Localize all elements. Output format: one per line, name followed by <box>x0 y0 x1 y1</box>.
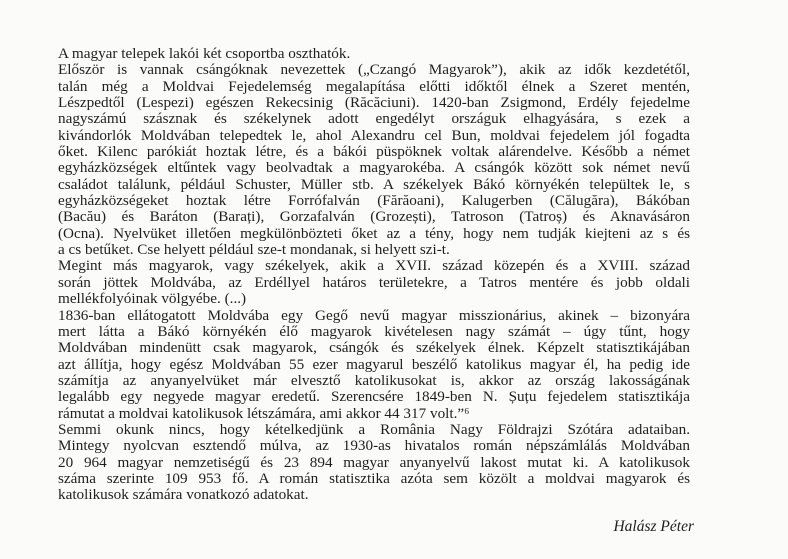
text-line: Semmi okunk nincs, hogy kételkedjünk a România Nagy Földrajzi Szótára adataiban. <box>58 420 690 438</box>
text-line: mellékfolyóinak völgyébe. (...) <box>58 290 247 308</box>
text-line: során jöttek Moldvába, az Erdéllyel határos területekre, a Tatros mentére és jobb oldali <box>58 273 690 291</box>
text-line: Mintegy nyolcvan esztendő múlva, az 1930-as hivatalos román népszámlálás Moldvában <box>58 437 690 455</box>
author-signature: Halász Péter <box>613 518 694 535</box>
text-line: azt állítja, hogy egész Moldvában 55 ezer magyarul beszélő katolikus magyar él, ha pedig ide <box>58 355 690 373</box>
text-line: legalább egy negyede magyar eredetű. Szerencsére 1849-ben N. Șuțu fejedelem statisztikája <box>58 388 690 406</box>
text-line: kivándorlók Moldvában telepedtek le, ahol Alexandru cel Bun, moldvai fejedelem jól fogadta <box>58 126 690 144</box>
text-line: számítja az anyanyelvüket már elvesztő katolikusokat is, akkor az ország lakosságának <box>58 371 690 389</box>
text-line: Először is vannak csángóknak nevezettek („Czangó Magyarok”), akik az idők kezdetétől, <box>58 61 690 79</box>
text-line: egyházközségek eltűntek vagy beolvadtak a magyarokéba. A csángók között sok német nevű <box>58 159 690 177</box>
paragraph-3 <box>58 258 690 307</box>
text-line: száma szerinte 109 953 fő. A román statisztika azóta sem közölt a moldvai magyarok és <box>58 469 690 487</box>
text-line: (Ocna). Nyelvüket illetően megkülönbözteti őket az a tény, hogy nem tudják kiejteni az s és <box>58 224 690 242</box>
text-line: családot találunk, például Schuster, Müller stb. A székelyek Bákó környékén települtek le, s <box>58 175 690 193</box>
text-line: 1836-ban ellátogatott Moldvába egy Gegő nevű magyar misszionárius, akinek – bizonyára <box>58 306 690 324</box>
text-line: rámutat a moldvai katolikusok létszámára, ami akkor 44 317 volt.”⁶ <box>58 404 470 422</box>
text-line: mert látta a Bákó környékén élő magyarok kivételesen nagy számát – úgy tűnt, hogy <box>58 322 690 340</box>
text-line: 20 964 magyar nemzetiségű és 23 894 magyar anyanyelvű lakost mutat ki. A katolikusok <box>58 453 690 471</box>
text-line: talán még a Moldvai Fejedelemség megalapítása előtti időktől élnek a Szeret mentén, <box>58 77 690 95</box>
text-line: nagyszámú szásznak és székelynek adott engedélyt országuk elhagyására, s ezek a <box>58 110 690 128</box>
body-text <box>58 46 690 504</box>
text-line: A magyar telepek lakói két csoportba oszthatók. <box>58 45 351 62</box>
text-line: Moldvában mindenütt csak magyarok, csángók és székelyek élnek. Képzelt statisztikájában <box>58 339 690 357</box>
text-line: Megint más magyarok, vagy székelyek, akik a XVII. század közepén és a XVIII. század <box>58 257 690 275</box>
paragraph-5 <box>58 422 690 504</box>
text-line: őket. Kilenc parókiát hoztak létre, és a bákói püspöknek voltak alárendelve. Később a német <box>58 143 690 161</box>
paragraph-1 <box>58 46 690 62</box>
text-line: egyházközségeket hoztak létre Forrófalván (Fărăoani), Kalugerben (Călugăra), Bákóban <box>58 192 690 210</box>
text-line: (Bacău) és Baráton (Barați), Gorzafalván (Grozești), Tatroson (Tatroș) és Aknavásáron <box>58 208 690 226</box>
paragraph-2 <box>58 62 690 258</box>
text-line: a cs betűket. Cse helyett például sze-t mondanak, si helyett szi-t. <box>58 241 450 259</box>
paragraph-4 <box>58 308 690 422</box>
text-line: Lészpedtől (Lespezi) egészen Rekecsinig (Răcăciuni). 1420-ban Zsigmond, Erdély fejedelme <box>58 94 690 112</box>
text-line: katolikusok számára vonatkozó adatokat. <box>58 486 309 504</box>
